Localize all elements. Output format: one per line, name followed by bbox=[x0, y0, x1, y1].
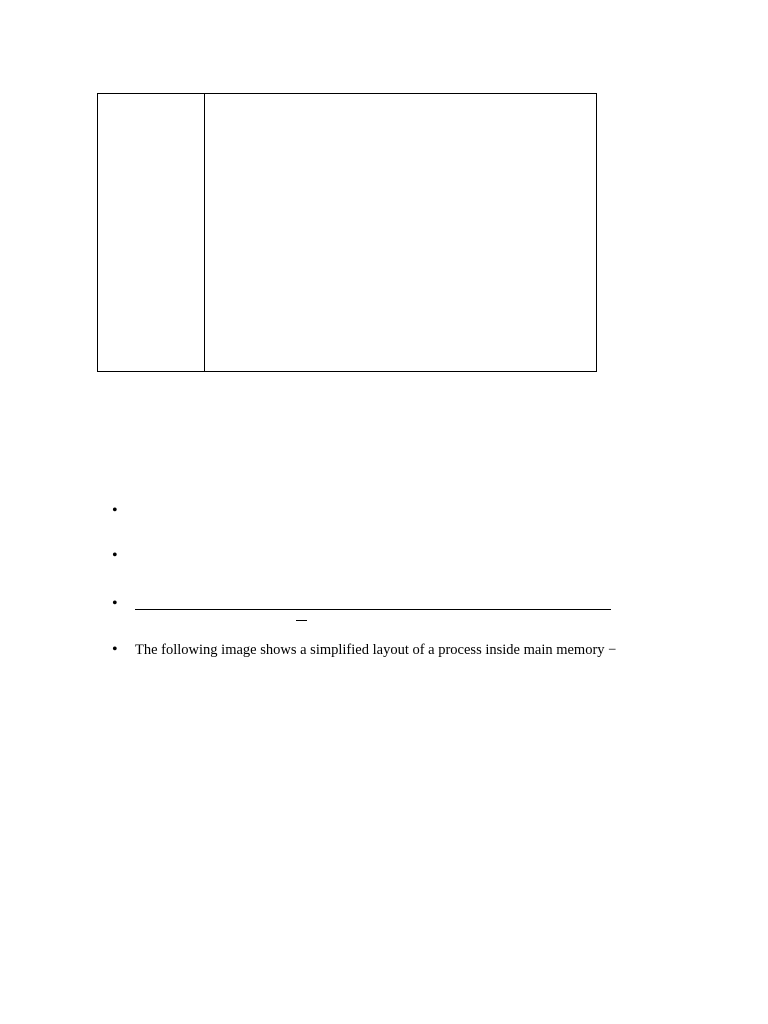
horizontal-rule bbox=[135, 609, 611, 610]
list-bullet: • bbox=[112, 595, 118, 612]
list-item-text: The following image shows a simplified layout of a process inside main memory − bbox=[135, 642, 617, 658]
list-bullet: • bbox=[112, 502, 118, 519]
short-dash-mark bbox=[296, 620, 307, 621]
list-bullet: • bbox=[112, 547, 118, 564]
table-column-divider bbox=[204, 94, 205, 371]
empty-table bbox=[97, 93, 597, 372]
list-bullet: • bbox=[112, 641, 118, 658]
